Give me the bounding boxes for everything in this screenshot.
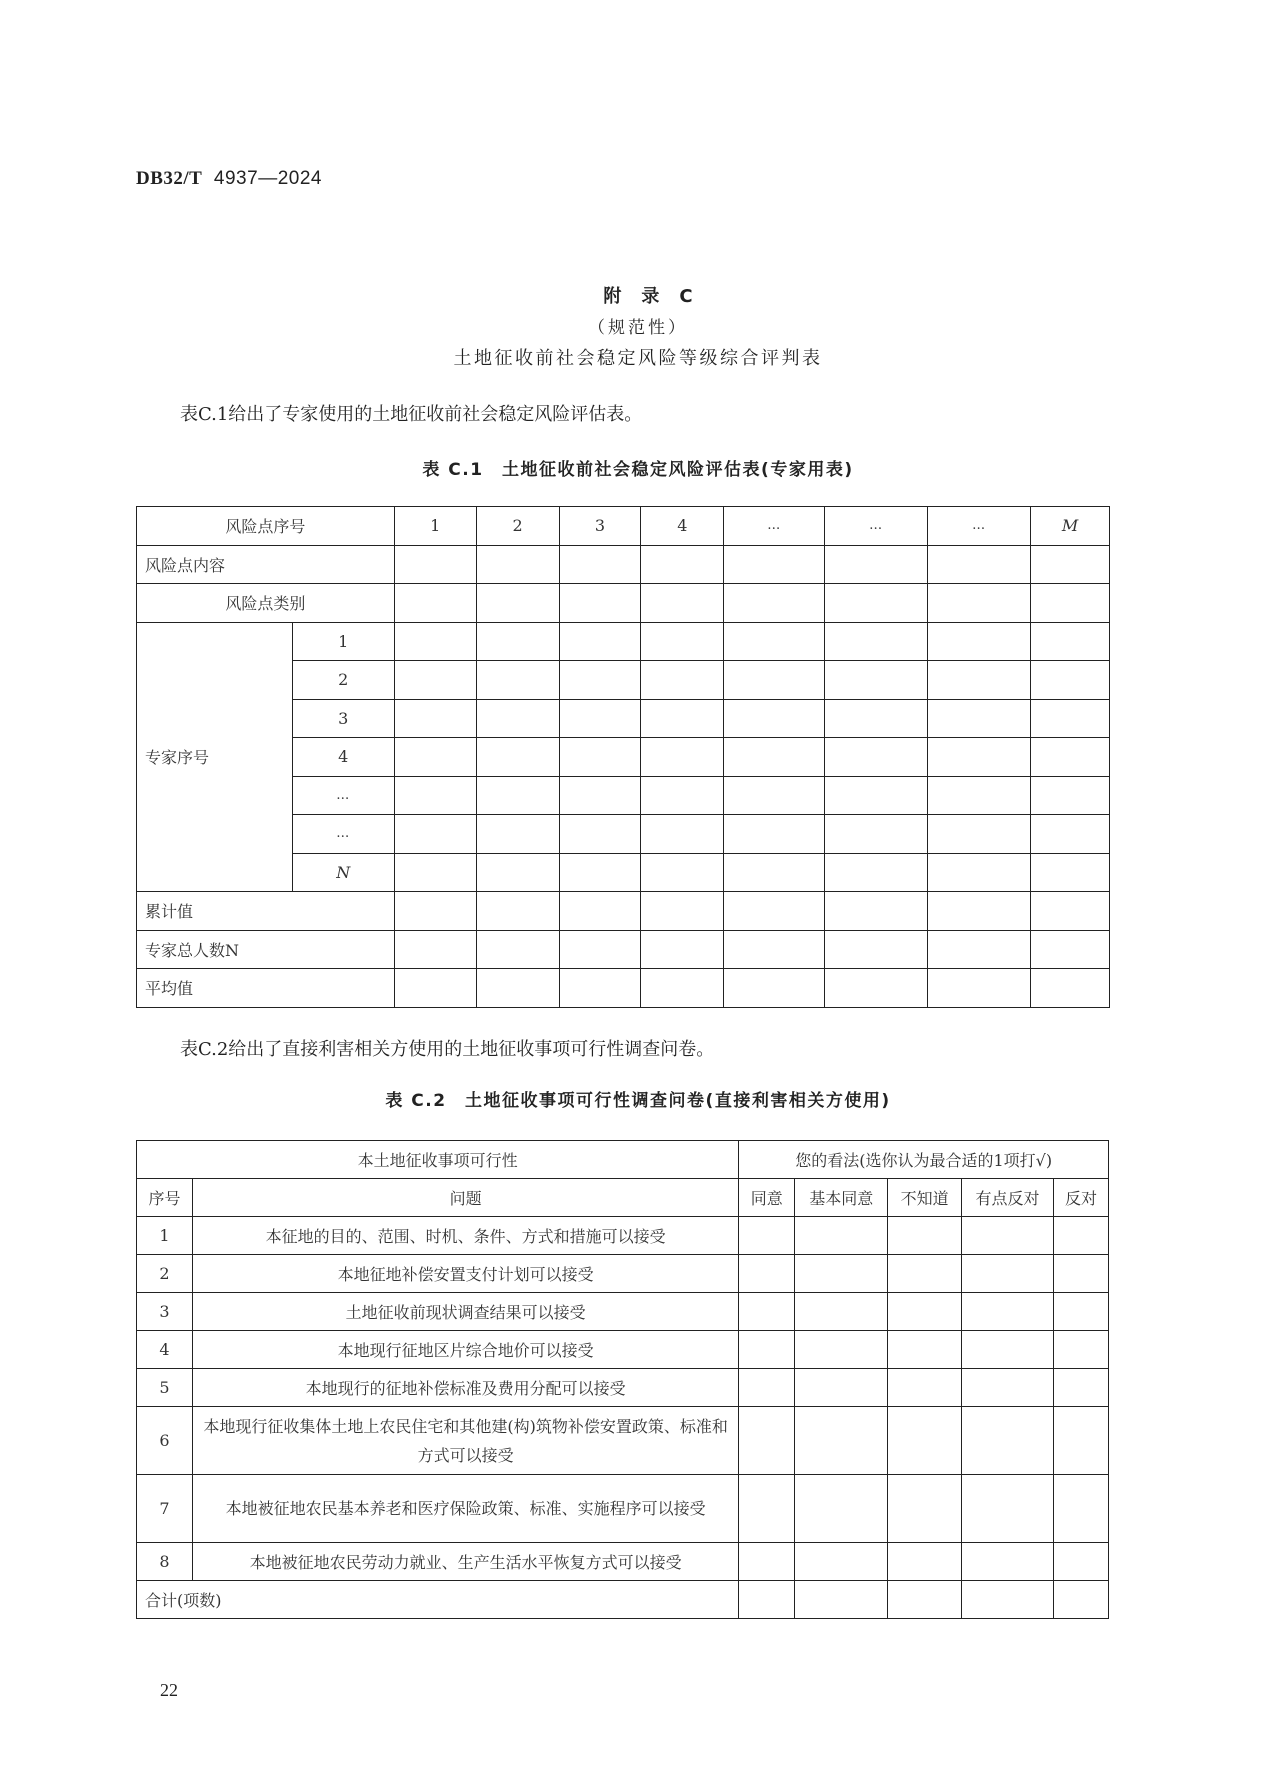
cell[interactable] xyxy=(394,930,476,969)
column-header: 1 xyxy=(394,507,476,546)
cell[interactable] xyxy=(724,699,825,738)
option-header: 不知道 xyxy=(888,1179,962,1217)
answer-cell[interactable] xyxy=(888,1217,962,1255)
cell[interactable] xyxy=(825,930,928,969)
cell[interactable] xyxy=(641,815,724,854)
cell[interactable] xyxy=(476,661,559,700)
table-row xyxy=(137,1407,1109,1475)
answer-cell[interactable] xyxy=(795,1369,888,1407)
answer-cell[interactable] xyxy=(962,1331,1054,1369)
cell[interactable] xyxy=(394,969,476,1008)
answer-cell[interactable] xyxy=(888,1407,962,1475)
cell[interactable] xyxy=(641,969,724,1008)
cell[interactable] xyxy=(1031,892,1110,931)
cell[interactable] xyxy=(641,892,724,931)
cell[interactable] xyxy=(825,584,928,623)
question-text: 本征地的目的、范围、时机、条件、方式和措施可以接受 xyxy=(192,1217,738,1255)
cell[interactable] xyxy=(476,622,559,661)
row-label: 风险点类别 xyxy=(137,584,395,623)
cell[interactable] xyxy=(394,584,476,623)
answer-cell[interactable] xyxy=(888,1369,962,1407)
cell[interactable] xyxy=(1031,930,1110,969)
table-row xyxy=(137,892,1110,931)
cell[interactable] xyxy=(394,776,476,815)
answer-cell[interactable] xyxy=(739,1543,795,1581)
cell[interactable] xyxy=(476,776,559,815)
cell[interactable] xyxy=(476,815,559,854)
cell[interactable] xyxy=(641,738,724,777)
standard-number: 4937—2024 xyxy=(213,168,322,189)
answer-cell[interactable] xyxy=(1054,1543,1109,1581)
cell[interactable] xyxy=(1031,815,1110,854)
answer-cell[interactable] xyxy=(962,1217,1054,1255)
cell[interactable] xyxy=(559,815,641,854)
table-row xyxy=(137,1331,1109,1369)
answer-cell[interactable] xyxy=(795,1217,888,1255)
answer-cell[interactable] xyxy=(795,1293,888,1331)
cell[interactable] xyxy=(724,622,825,661)
cell[interactable] xyxy=(394,815,476,854)
column-header: 2 xyxy=(476,507,559,546)
table-c1 xyxy=(136,506,1110,1008)
total-cell[interactable] xyxy=(739,1581,795,1619)
table-row xyxy=(137,1369,1109,1407)
cell[interactable] xyxy=(724,661,825,700)
answer-cell[interactable] xyxy=(739,1293,795,1331)
cell[interactable] xyxy=(394,738,476,777)
cell[interactable] xyxy=(394,853,476,892)
answer-cell[interactable] xyxy=(962,1543,1054,1581)
row-label: 风险点内容 xyxy=(137,545,395,584)
cell[interactable] xyxy=(394,661,476,700)
option-header: 有点反对 xyxy=(962,1179,1054,1217)
cell[interactable] xyxy=(641,584,724,623)
column-header: M xyxy=(1031,507,1110,546)
cell[interactable] xyxy=(825,815,928,854)
cell[interactable] xyxy=(724,969,825,1008)
column-header: 序号 xyxy=(137,1179,193,1217)
total-cell[interactable] xyxy=(1054,1581,1109,1619)
table-row xyxy=(137,1293,1109,1331)
table-row xyxy=(137,622,1110,661)
question-no: 8 xyxy=(137,1543,193,1581)
table-row xyxy=(137,969,1110,1008)
cell[interactable] xyxy=(825,892,928,931)
cell[interactable] xyxy=(928,622,1031,661)
cell[interactable] xyxy=(559,853,641,892)
answer-cell[interactable] xyxy=(962,1369,1054,1407)
cell[interactable] xyxy=(476,892,559,931)
row-label: 累计值 xyxy=(137,892,395,931)
answer-cell[interactable] xyxy=(1054,1331,1109,1369)
answer-cell[interactable] xyxy=(795,1475,888,1543)
cell[interactable] xyxy=(559,622,641,661)
answer-cell[interactable] xyxy=(962,1475,1054,1543)
cell[interactable] xyxy=(825,545,928,584)
cell[interactable] xyxy=(928,545,1031,584)
column-header: … xyxy=(928,507,1031,546)
answer-cell[interactable] xyxy=(739,1475,795,1543)
answer-cell[interactable] xyxy=(888,1475,962,1543)
cell[interactable] xyxy=(476,738,559,777)
cell[interactable] xyxy=(394,892,476,931)
total-cell[interactable] xyxy=(795,1581,888,1619)
question-text: 本地现行征收集体土地上农民住宅和其他建(构)筑物补偿安置政策、标准和方式可以接受 xyxy=(192,1407,738,1475)
cell[interactable] xyxy=(559,545,641,584)
cell[interactable] xyxy=(1031,853,1110,892)
answer-cell[interactable] xyxy=(795,1407,888,1475)
row-label: 专家总人数N xyxy=(137,930,395,969)
table-row xyxy=(137,1179,1109,1217)
table-row xyxy=(137,1255,1109,1293)
table-row xyxy=(137,1581,1109,1619)
answer-cell[interactable] xyxy=(739,1217,795,1255)
column-header: 4 xyxy=(641,507,724,546)
cell[interactable] xyxy=(724,930,825,969)
answer-cell[interactable] xyxy=(795,1543,888,1581)
answer-cell[interactable] xyxy=(888,1543,962,1581)
question-no: 2 xyxy=(137,1255,193,1293)
cell[interactable] xyxy=(928,930,1031,969)
cell[interactable] xyxy=(928,969,1031,1008)
table-row xyxy=(137,507,1110,546)
cell[interactable] xyxy=(1031,622,1110,661)
answer-cell[interactable] xyxy=(1054,1255,1109,1293)
total-cell[interactable] xyxy=(888,1581,962,1619)
cell[interactable] xyxy=(641,853,724,892)
cell[interactable] xyxy=(559,699,641,738)
option-header: 基本同意 xyxy=(795,1179,888,1217)
cell[interactable] xyxy=(825,776,928,815)
cell[interactable] xyxy=(928,699,1031,738)
cell[interactable] xyxy=(476,853,559,892)
cell[interactable] xyxy=(476,584,559,623)
cell[interactable] xyxy=(724,545,825,584)
cell[interactable] xyxy=(641,930,724,969)
answer-cell[interactable] xyxy=(1054,1475,1109,1543)
cell[interactable] xyxy=(928,661,1031,700)
expert-index: 1 xyxy=(292,622,394,661)
cell[interactable] xyxy=(724,584,825,623)
cell[interactable] xyxy=(928,815,1031,854)
cell[interactable] xyxy=(559,930,641,969)
table-row xyxy=(137,545,1110,584)
answer-cell[interactable] xyxy=(962,1293,1054,1331)
question-text: 本地被征地农民劳动力就业、生产生活水平恢复方式可以接受 xyxy=(192,1543,738,1581)
answer-cell[interactable] xyxy=(888,1255,962,1293)
table-c2 xyxy=(136,1140,1109,1619)
expert-index: … xyxy=(292,815,394,854)
cell[interactable] xyxy=(928,738,1031,777)
cell[interactable] xyxy=(641,776,724,815)
cell[interactable] xyxy=(559,892,641,931)
cell[interactable] xyxy=(825,853,928,892)
cell[interactable] xyxy=(825,738,928,777)
cell[interactable] xyxy=(1031,699,1110,738)
answer-cell[interactable] xyxy=(1054,1369,1109,1407)
cell[interactable] xyxy=(559,776,641,815)
expert-group-label: 专家序号 xyxy=(137,622,293,892)
answer-cell[interactable] xyxy=(795,1255,888,1293)
table-row xyxy=(137,1217,1109,1255)
paragraph-c1: 表C.1给出了专家使用的土地征收前社会稳定风险评估表。 xyxy=(180,404,643,425)
cell[interactable] xyxy=(1031,738,1110,777)
answer-cell[interactable] xyxy=(739,1255,795,1293)
cell[interactable] xyxy=(394,622,476,661)
question-no: 5 xyxy=(137,1369,193,1407)
answer-cell[interactable] xyxy=(739,1369,795,1407)
answer-cell[interactable] xyxy=(1054,1407,1109,1475)
cell[interactable] xyxy=(559,738,641,777)
question-no: 7 xyxy=(137,1475,193,1543)
cell[interactable] xyxy=(928,853,1031,892)
appendix-type: （规范性） xyxy=(588,318,688,338)
column-header: 3 xyxy=(559,507,641,546)
table-c2-caption: 表 C.2 土地征收事项可行性调查问卷(直接利害相关方使用) xyxy=(385,1091,891,1111)
row-label: 平均值 xyxy=(137,969,395,1008)
header-label: 风险点序号 xyxy=(137,507,395,546)
option-header: 同意 xyxy=(739,1179,795,1217)
question-text: 本地被征地农民基本养老和医疗保险政策、标准、实施程序可以接受 xyxy=(192,1475,738,1543)
cell[interactable] xyxy=(1031,776,1110,815)
cell[interactable] xyxy=(825,699,928,738)
expert-index: 2 xyxy=(292,661,394,700)
expert-index: 4 xyxy=(292,738,394,777)
expert-index: 3 xyxy=(292,699,394,738)
answer-cell[interactable] xyxy=(739,1331,795,1369)
total-cell[interactable] xyxy=(962,1581,1054,1619)
column-header: 问题 xyxy=(192,1179,738,1217)
expert-index: … xyxy=(292,776,394,815)
question-no: 1 xyxy=(137,1217,193,1255)
question-no: 6 xyxy=(137,1407,193,1475)
cell[interactable] xyxy=(1031,661,1110,700)
appendix-title: 附录C xyxy=(603,286,713,307)
table-row xyxy=(137,1141,1109,1179)
cell[interactable] xyxy=(476,930,559,969)
question-text: 本地征地补偿安置支付计划可以接受 xyxy=(192,1255,738,1293)
cell[interactable] xyxy=(476,969,559,1008)
cell[interactable] xyxy=(1031,584,1110,623)
expert-index: N xyxy=(292,853,394,892)
table-row xyxy=(137,584,1110,623)
cell[interactable] xyxy=(394,545,476,584)
column-header: … xyxy=(825,507,928,546)
answer-cell[interactable] xyxy=(888,1293,962,1331)
answer-cell[interactable] xyxy=(962,1255,1054,1293)
answer-cell[interactable] xyxy=(1054,1293,1109,1331)
option-header: 反对 xyxy=(1054,1179,1109,1217)
table-c1-caption: 表 C.1 土地征收前社会稳定风险评估表(专家用表) xyxy=(422,460,854,480)
question-text: 土地征收前现状调查结果可以接受 xyxy=(192,1293,738,1331)
cell[interactable] xyxy=(641,661,724,700)
standard-prefix: DB xyxy=(136,168,164,189)
cell[interactable] xyxy=(724,853,825,892)
table-row xyxy=(137,930,1110,969)
cell[interactable] xyxy=(928,892,1031,931)
appendix-name: 土地征收前社会稳定风险等级综合评判表 xyxy=(453,348,823,369)
cell[interactable] xyxy=(928,776,1031,815)
standard-code xyxy=(136,168,322,190)
cell[interactable] xyxy=(559,661,641,700)
cell[interactable] xyxy=(641,545,724,584)
cell[interactable] xyxy=(1031,969,1110,1008)
group-header-left: 本土地征收事项可行性 xyxy=(137,1141,739,1179)
group-header-right: 您的看法(选你认为最合适的1项打√) xyxy=(739,1141,1109,1179)
cell[interactable] xyxy=(825,969,928,1008)
cell[interactable] xyxy=(825,661,928,700)
answer-cell[interactable] xyxy=(795,1331,888,1369)
cell[interactable] xyxy=(724,738,825,777)
cell[interactable] xyxy=(825,622,928,661)
cell[interactable] xyxy=(641,699,724,738)
table-row xyxy=(137,1543,1109,1581)
paragraph-c2: 表C.2给出了直接利害相关方使用的土地征收事项可行性调查问卷。 xyxy=(180,1039,715,1060)
answer-cell[interactable] xyxy=(962,1407,1054,1475)
cell[interactable] xyxy=(724,815,825,854)
answer-cell[interactable] xyxy=(739,1407,795,1475)
cell[interactable] xyxy=(559,584,641,623)
page-number: 22 xyxy=(160,1680,178,1700)
cell[interactable] xyxy=(476,545,559,584)
column-header: … xyxy=(724,507,825,546)
question-text: 本地现行的征地补偿标准及费用分配可以接受 xyxy=(192,1369,738,1407)
table-row xyxy=(137,1475,1109,1543)
cell[interactable] xyxy=(724,776,825,815)
cell[interactable] xyxy=(1031,545,1110,584)
cell[interactable] xyxy=(641,622,724,661)
cell[interactable] xyxy=(476,699,559,738)
cell[interactable] xyxy=(928,584,1031,623)
cell[interactable] xyxy=(559,969,641,1008)
answer-cell[interactable] xyxy=(888,1331,962,1369)
question-no: 3 xyxy=(137,1293,193,1331)
cell[interactable] xyxy=(724,892,825,931)
answer-cell[interactable] xyxy=(1054,1217,1109,1255)
question-no: 4 xyxy=(137,1331,193,1369)
standard-code-type: 32/T xyxy=(163,168,203,189)
total-label: 合计(项数) xyxy=(137,1581,739,1619)
question-text: 本地现行征地区片综合地价可以接受 xyxy=(192,1331,738,1369)
cell[interactable] xyxy=(394,699,476,738)
